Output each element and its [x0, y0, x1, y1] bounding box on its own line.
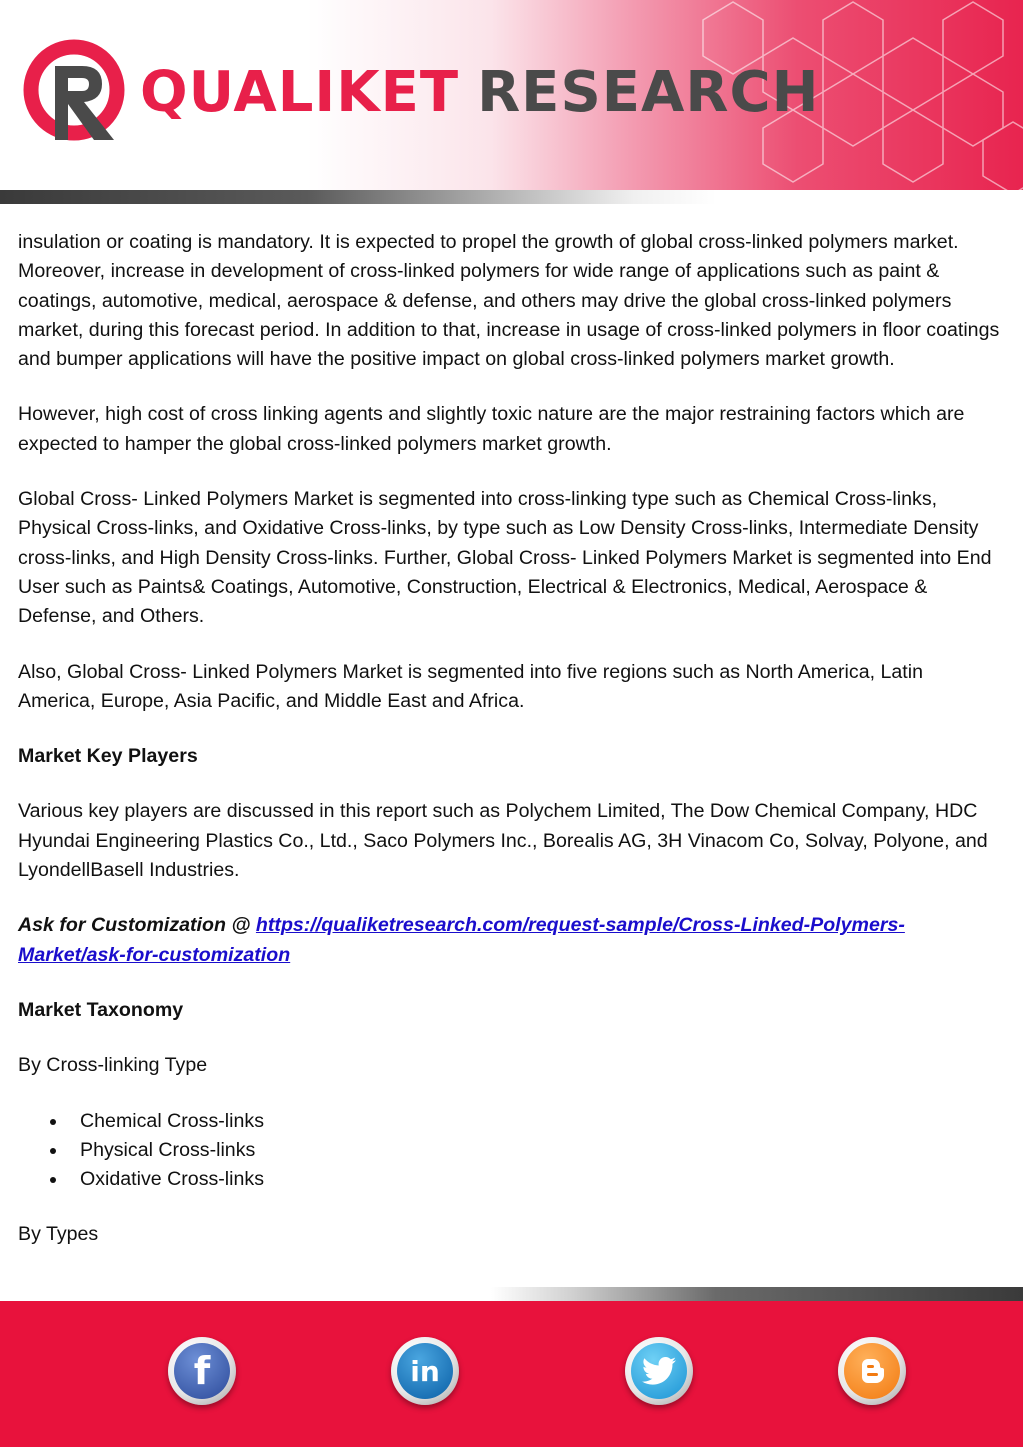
- customization-label: Ask for Customization @: [18, 914, 256, 937]
- twitter-icon: [631, 1343, 687, 1399]
- header-divider-bar: [0, 190, 1023, 204]
- twitter-bird-icon: [642, 1356, 676, 1386]
- page-header: [0, 0, 1023, 190]
- paragraph-restraints: However, high cost of cross linking agents and slightly toxic nature are the major restraining factors which are expected to hamper the global cross-linked polymers market growth.: [18, 403, 965, 455]
- paragraph-regions: Also, Global Cross- Linked Polymers Market is segmented into five regions such as North America, Latin America, Europe, Asia Pacific, and Middle East and Africa.: [18, 660, 923, 712]
- brand-name-primary: QUALIKET: [140, 60, 460, 125]
- linkedin-button[interactable]: [391, 1337, 459, 1405]
- facebook-button[interactable]: [168, 1337, 236, 1405]
- key-players-paragraph: Various key players are discussed in this report such as Polychem Limited, The Dow Chemical Company, HDC Hyundai Engineering Plastics Co., Ltd., Saco Polymers Inc., Borealis AG, 3H Vinacom Co, Solvay, Polyone, and LyondellBasell Industries.: [18, 800, 988, 882]
- qualiket-logo-icon: [22, 38, 132, 148]
- linkedin-icon: in: [397, 1343, 453, 1399]
- brand-name: [140, 58, 819, 128]
- customization-link[interactable]: https://qualiketresearch.com/request-sample/Cross-Linked-Polymers-Market/ask-for-customization: [18, 914, 905, 966]
- crosslinking-type-list: [18, 1107, 1003, 1195]
- footer-divider-bar: [0, 1287, 1023, 1301]
- list-item: Physical Cross-links: [80, 1136, 1003, 1165]
- facebook-icon: f: [174, 1343, 230, 1399]
- page-footer: [0, 1301, 1023, 1447]
- blogger-button[interactable]: [838, 1337, 906, 1405]
- taxonomy-heading: Market Taxonomy: [18, 998, 184, 1021]
- types-heading: By Types: [18, 1223, 99, 1246]
- customization-line: [18, 911, 1003, 970]
- list-item: Oxidative Cross-links: [80, 1165, 1003, 1194]
- crosslinking-type-heading: By Cross-linking Type: [18, 1054, 208, 1077]
- list-item: Chemical Cross-links: [80, 1107, 1003, 1136]
- brand-name-secondary: RESEARCH: [477, 60, 820, 125]
- blogger-icon: [844, 1343, 900, 1399]
- blogger-b-icon: [857, 1356, 887, 1386]
- document-body: [18, 228, 1003, 1276]
- paragraph-intro: insulation or coating is mandatory. It is expected to propel the growth of global cross-linked polymers market. Moreover, increase in development of cross-linked polymers for wide range of applications such as paint & coatings, automotive, medical, aerospace & defense, and others may drive the global cross-linked polymers market, during this forecast period. In addition to that, increase in usage of cross-linked polymers in floor coatings and bumper applications will have the positive impact on global cross-linked polymers market growth.: [18, 231, 1000, 371]
- key-players-heading: Market Key Players: [18, 745, 198, 768]
- paragraph-segmentation: Global Cross- Linked Polymers Market is segmented into cross-linking type such as Chemical Cross-links, Physical Cross-links, and Oxidative Cross-links, by type such as Low Density Cross-links, Intermediate Density cross-links, and High Density Cross-links. Further, Global Cross- Linked Polymers Market is segmented into End User such as Paints& Coatings, Automotive, Construction, Electrical & Electronics, Medical, Aerospace & Defense, and Others.: [18, 488, 992, 628]
- twitter-button[interactable]: [625, 1337, 693, 1405]
